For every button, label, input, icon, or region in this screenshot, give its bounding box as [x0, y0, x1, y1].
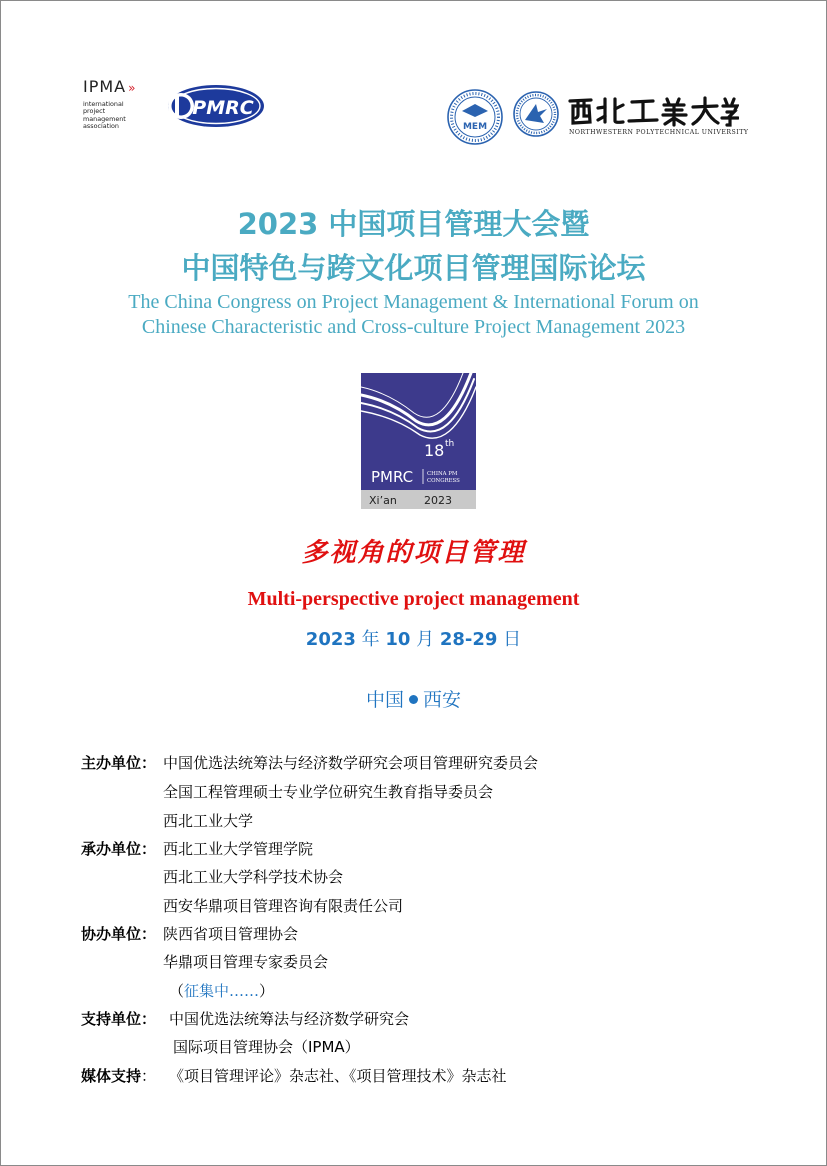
title-en-line1: The China Congress on Project Management & International Forum on — [128, 291, 699, 313]
mem-logo-text: MEM — [462, 122, 488, 132]
co-label: 协办单位： — [81, 925, 157, 943]
host-label: 主办单位： — [81, 754, 157, 772]
media-label: 媒体支持 — [81, 1067, 142, 1085]
support-org: 中国优选法统筹法与经济数学研究会 — [169, 1010, 410, 1028]
media-separator: ： — [141, 1067, 157, 1085]
co-wanted-text: 征集中…… — [184, 982, 260, 1000]
badge-year: 2023 — [424, 494, 452, 507]
badge-edition-suffix: th — [445, 439, 455, 449]
undertake-label: 承办单位： — [81, 840, 157, 858]
date-day-unit: 日 — [497, 629, 522, 650]
undertake-org: 西北工业大学科学技术协会 — [163, 868, 344, 886]
ipma-sub-line: association — [83, 122, 119, 131]
media-orgs: 《项目管理评论》杂志社、《项目管理技术》杂志社 — [169, 1067, 507, 1085]
date-year-unit: 年 — [355, 629, 386, 650]
co-org: 华鼎项目管理专家委员会 — [163, 953, 329, 971]
co-wanted-open: （ — [169, 982, 185, 1000]
undertake-org: 西北工业大学管理学院 — [163, 840, 314, 858]
badge-edition: 18 — [424, 441, 445, 460]
ipma-logo-word: IPMA — [83, 77, 127, 96]
place-city: 西安 — [423, 689, 462, 711]
ipma-sub-line: management — [83, 114, 126, 123]
host-org: 全国工程管理硕士专业学位研究生教育指导委员会 — [163, 783, 494, 801]
pmrc-logo — [165, 83, 265, 129]
congress-badge — [361, 373, 476, 509]
npu-seal-logo — [513, 91, 559, 137]
support-org: 国际项目管理协会（IPMA） — [173, 1038, 360, 1056]
theme-en: Multi-perspective project management — [247, 588, 580, 610]
host-org: 西北工业大学 — [163, 812, 254, 830]
ipma-logo — [83, 79, 165, 143]
ipma-sub-line: international — [83, 100, 124, 108]
co-org: 陕西省项目管理协会 — [163, 925, 299, 943]
title-en-line2: Chinese Characteristic and Cross-culture Project Management 2023 — [141, 316, 686, 338]
badge-city: Xi’an — [369, 494, 397, 507]
mem-logo — [447, 89, 503, 145]
host-org: 中国优选法统筹法与经济数学研究会项目管理研究委员会 — [163, 754, 539, 772]
date-days: 28-29 — [439, 629, 498, 650]
place-country: 中国 — [365, 689, 404, 711]
badge-brand: PMRC — [371, 468, 414, 486]
ipma-chevron-icon: » — [128, 81, 134, 95]
theme-zh: 多视角的项目管理 — [301, 538, 526, 568]
event-place — [1, 687, 826, 713]
badge-brand-sub2: CONGRESS — [427, 478, 460, 484]
npu-english-name: NORTHWESTERN POLYTECHNICAL UNIVERSITY — [569, 129, 749, 136]
media-row — [81, 1066, 156, 1086]
bullet-dot-icon — [409, 695, 418, 704]
badge-brand-sub1: CHINA PM — [427, 471, 458, 477]
pmrc-logo-text: PMRC — [192, 97, 254, 119]
date-year: 2023 — [305, 629, 356, 650]
event-date — [1, 627, 826, 653]
title-zh-line1: 2023 中国项目管理大会暨 — [237, 207, 590, 241]
ipma-sub-line: project — [83, 107, 106, 116]
co-wanted — [169, 981, 274, 1001]
undertake-org: 西安华鼎项目管理咨询有限责任公司 — [163, 897, 404, 915]
date-month-unit: 月 — [410, 629, 440, 650]
co-wanted-close: ） — [259, 982, 275, 1000]
title-zh-line2: 中国特色与跨文化项目管理国际论坛 — [181, 251, 646, 285]
date-month: 10 — [385, 629, 411, 650]
support-label: 支持单位： — [81, 1010, 157, 1028]
npu-calligraphy-logo — [567, 95, 739, 127]
